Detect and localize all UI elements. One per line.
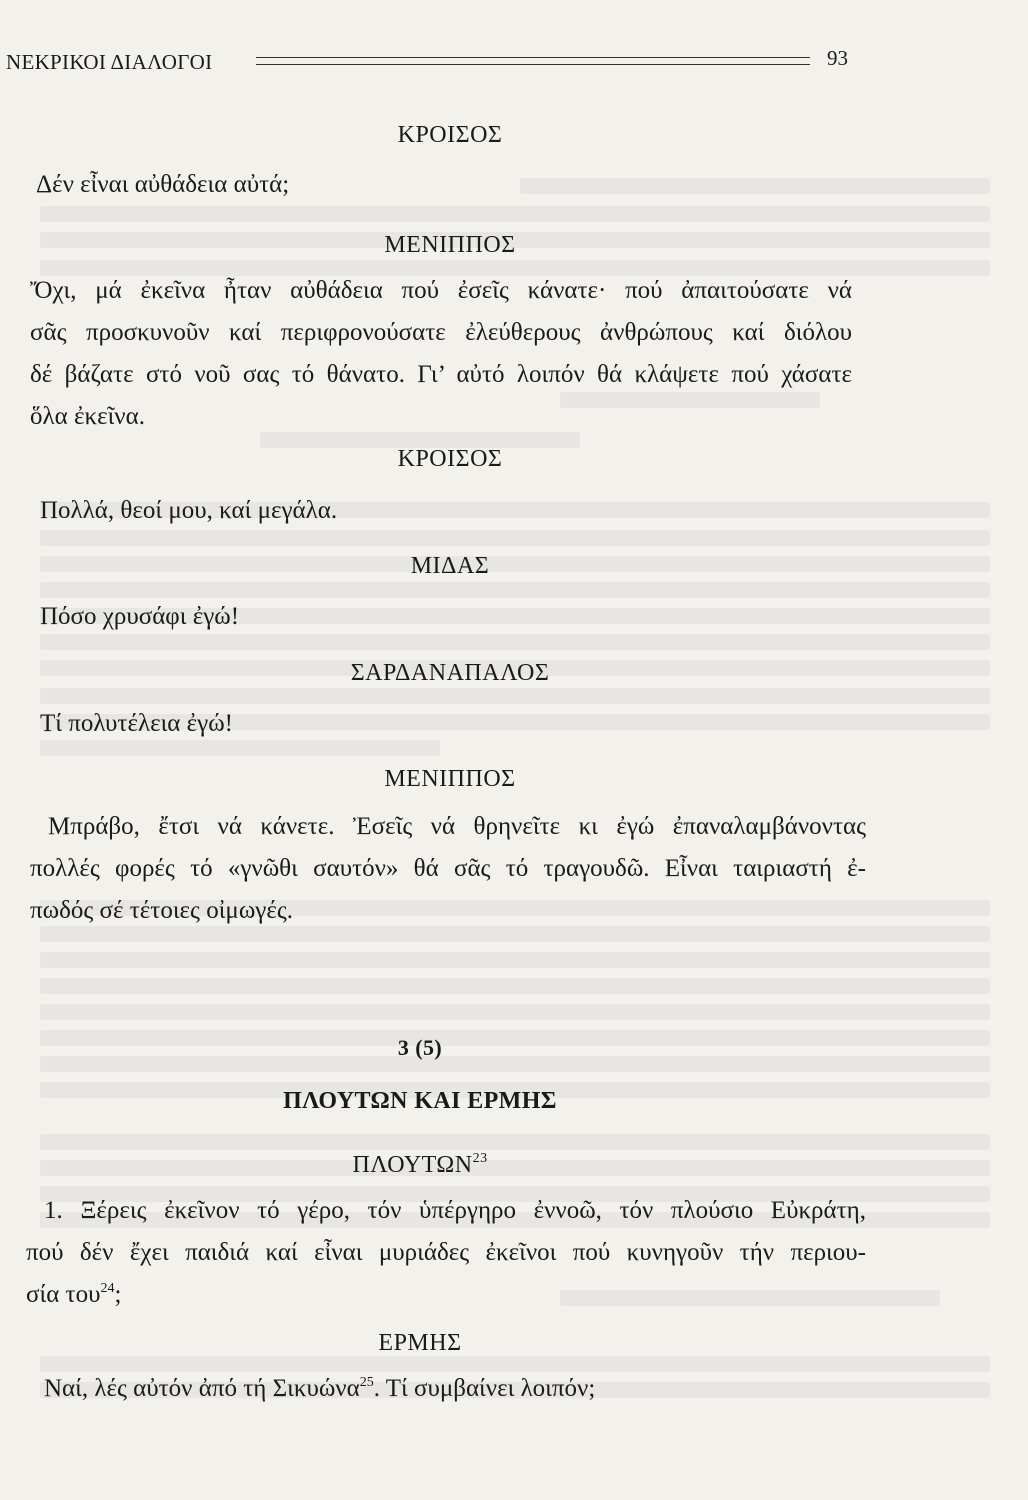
speech-midas: [40, 596, 860, 638]
section-number: 3 (5): [397, 1035, 443, 1060]
speaker-menippos: ΜΕΝΙΠΠΟΣ: [384, 766, 516, 792]
speaker-plouton: [0, 1152, 870, 1179]
speaker-menippos: ΜΕΝΙΠΠΟΣ: [384, 232, 516, 258]
speech-line-tail: ;: [114, 1281, 122, 1308]
running-head-title: ΝΕΚΡΙΚΟΙ ΔΙΑΛΟΓΟΙ: [6, 50, 213, 74]
speech-kroisos-1: [36, 164, 856, 206]
page-number: 93: [827, 46, 848, 70]
speech-line: [26, 1274, 866, 1316]
speech-hermes: [44, 1368, 864, 1410]
speech-line: Μπράβο, ἔτσι νά κάνετε. Ἐσεῖς νά θρηνεῖτε κι ἐγώ ἐπαναλαμβάνοντας: [48, 813, 866, 840]
speaker-sardanapalos: ΣΑΡΔΑΝΑΠΑΛΟΣ: [350, 660, 550, 686]
footnote-marker: 24: [100, 1281, 115, 1296]
speech-line: πολλές φορές τό «γνῶθι σαυτόν» θά σᾶς τό τραγουδῶ. Εἶναι ταιριαστή ἐ-: [30, 855, 866, 882]
speech-line: σᾶς προσκυνοῦν καί περιφρονούσατε ἐλεύθερους ἀνθρώπους καί διόλου: [30, 319, 852, 346]
speech-line: ὅλα ἐκεῖνα.: [30, 403, 145, 430]
speech-line: δέ βάζατε στό νοῦ σας τό θάνατο. Γι’ αὐτό λοιπόν θά κλάψετε πού χάσατε: [30, 361, 852, 388]
speech-line: [44, 1368, 864, 1410]
speech-sardanapalos: [40, 703, 860, 745]
section-title: ΠΛΟΥΤΩΝ ΚΑΙ ΕΡΜΗΣ: [283, 1088, 557, 1114]
footnote-marker: 25: [359, 1375, 374, 1390]
speech-line: πωδός σέ τέτοιες οἰμωγές.: [30, 897, 293, 924]
speaker-kroisos: ΚΡΟΙΣΟΣ: [397, 446, 503, 472]
speech-line: Τί πολυτέλεια ἐγώ!: [40, 710, 233, 737]
speech-line: Δέν εἶναι αὐθάδεια αὐτά;: [36, 171, 290, 198]
speech-menippos-2: [30, 806, 866, 932]
running-head: [6, 46, 848, 76]
speech-line: Πολλά, θεοί μου, καί μεγάλα.: [40, 497, 338, 524]
speaker-kroisos: ΚΡΟΙΣΟΣ: [397, 122, 503, 148]
speech-line-text: σία του: [26, 1281, 101, 1308]
speaker-plouton-name: ΠΛΟΥΤΩΝ: [352, 1152, 473, 1178]
speech-line: 1. Ξέρεις ἐκεῖνον τό γέρο, τόν ὑπέργηρο ἐννοῶ, τόν πλούσιο Εὐκράτη,: [44, 1197, 866, 1224]
speech-kroisos-2: [40, 490, 860, 532]
footnote-marker: 23: [472, 1151, 488, 1166]
speech-plouton: [26, 1190, 866, 1316]
speech-line: Πόσο χρυσάφι ἐγώ!: [40, 603, 240, 630]
speech-line: Ὄχι, μά ἐκεῖνα ἦταν αὐθάδεια πού ἐσεῖς κάνατε· πού ἀπαιτούσατε νά: [30, 277, 852, 304]
speech-line-text: Ναί, λές αὐτόν ἀπό τή Σικυώνα: [44, 1375, 360, 1402]
speaker-midas: ΜΙΔΑΣ: [410, 553, 490, 579]
speech-menippos-1: [30, 270, 852, 438]
running-head-rule: [256, 57, 810, 65]
speech-line: πού δέν ἔχει παιδιά καί εἶναι μυριάδες ἐκεῖνοι πού κυνηγοῦν τήν περιου-: [26, 1239, 866, 1266]
speaker-hermes: ΕΡΜΗΣ: [378, 1330, 462, 1356]
speech-line-tail: . Τί συμβαίνει λοιπόν;: [373, 1375, 596, 1402]
